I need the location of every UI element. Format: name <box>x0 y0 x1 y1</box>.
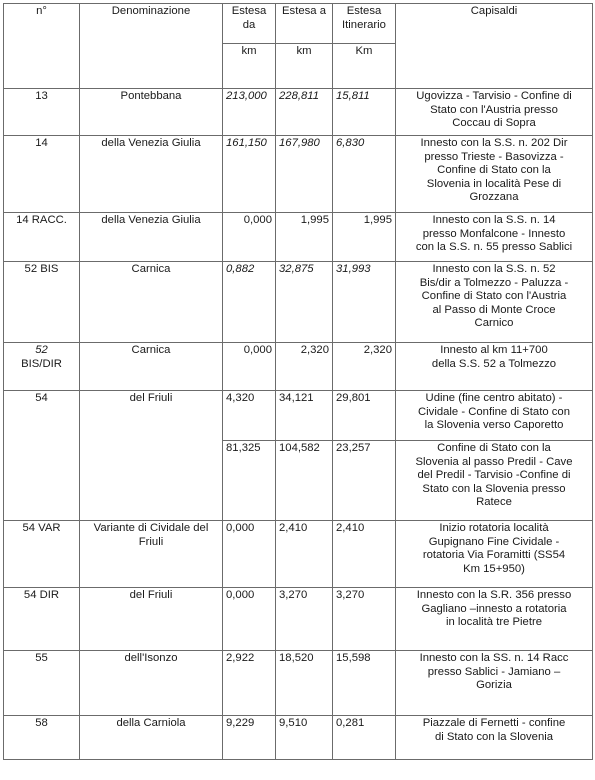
road-number: 14 <box>4 136 80 213</box>
capisaldi-line: Carnico <box>474 317 514 330</box>
capisaldi <box>396 89 593 136</box>
capisaldi-line: Udine (fine centro abitato) - <box>425 392 563 404</box>
capisaldi <box>396 441 593 521</box>
estesa-itinerario: 6,830 <box>333 136 396 213</box>
capisaldi-line: la Slovenia verso Caporetto <box>424 419 564 432</box>
capisaldi-line: con la S.S. n. 55 presso Sablici <box>415 241 573 254</box>
estesa-a: 2,320 <box>276 343 333 391</box>
header-row <box>4 4 593 44</box>
capisaldi <box>396 391 593 441</box>
header-estesa-da <box>223 4 276 44</box>
road-number: 55 <box>4 651 80 716</box>
capisaldi-line: Innesto al km 11+700 <box>440 344 548 356</box>
estesa-itinerario: 2,320 <box>333 343 396 391</box>
capisaldi-line: della S.S. 52 a Tolmezzo <box>431 357 557 370</box>
estesa-itinerario: 15,598 <box>333 651 396 716</box>
estesa-da: 0,000 <box>223 588 276 651</box>
estesa-itinerario: 15,811 <box>333 89 396 136</box>
capisaldi-line: Innesto con la S.S. n. 52 <box>432 263 556 275</box>
estesa-a: 32,875 <box>276 262 333 343</box>
estesa-itinerario: 29,801 <box>333 391 396 441</box>
estesa-a: 18,520 <box>276 651 333 716</box>
estesa-a: 167,980 <box>276 136 333 213</box>
capisaldi <box>396 521 593 588</box>
road-number: 13 <box>4 89 80 136</box>
capisaldi-line: di Stato con la Slovenia <box>434 730 554 743</box>
capisaldi-line: Innesto con la S.S. n. 14 <box>432 214 556 226</box>
estesa-a: 34,121 <box>276 391 333 441</box>
road-name: Pontebbana <box>80 89 223 136</box>
road-name: Carnica <box>80 343 223 391</box>
unit-a: km <box>276 44 333 89</box>
capisaldi-line: presso Monfalcone - Innesto <box>422 227 566 240</box>
capisaldi-line: Confine di Stato con l'Austria <box>421 290 567 303</box>
header-estesa-itinerario-line: Estesa <box>346 5 382 17</box>
estesa-da: 0,000 <box>223 213 276 262</box>
capisaldi-line: Coccau di Sopra <box>452 117 536 130</box>
road-name: della Carniola <box>80 716 223 760</box>
capisaldi-line: Ugovizza - Tarvisio - Confine di <box>416 90 572 102</box>
estesa-itinerario: 0,281 <box>333 716 396 760</box>
road-number-line: 52 <box>35 344 48 356</box>
road-number: 14 RACC. <box>4 213 80 262</box>
estesa-a: 9,510 <box>276 716 333 760</box>
capisaldi-line: Stato con l'Austria presso <box>430 103 558 116</box>
table-row <box>4 343 593 391</box>
capisaldi <box>396 213 593 262</box>
capisaldi-line: Innesto con la S.R. 356 presso <box>416 589 572 601</box>
capisaldi-line: presso Trieste - Basovizza - <box>424 150 564 163</box>
road-name: del Friuli <box>80 391 223 521</box>
road-name: del Friuli <box>80 588 223 651</box>
capisaldi <box>396 588 593 651</box>
capisaldi-line: del Predil - Tarvisio -Confine di <box>417 469 571 482</box>
estesa-da: 0,882 <box>223 262 276 343</box>
table-row <box>4 136 593 213</box>
capisaldi <box>396 716 593 760</box>
road-number: 54 VAR <box>4 521 80 588</box>
unit-da: km <box>223 44 276 89</box>
capisaldi-line: Confine di Stato con la <box>437 442 551 454</box>
road-name: della Venezia Giulia <box>80 136 223 213</box>
header-estesa-da-line: Estesa <box>231 5 267 17</box>
road-name <box>80 521 223 588</box>
road-number: 54 <box>4 391 80 521</box>
table-row <box>4 651 593 716</box>
header-capisaldi: Capisaldi <box>396 4 593 89</box>
estesa-a: 228,811 <box>276 89 333 136</box>
estesa-da: 0,000 <box>223 343 276 391</box>
header-estesa-a: Estesa a <box>276 4 333 44</box>
table-row <box>4 521 593 588</box>
road-number: 54 DIR <box>4 588 80 651</box>
table-row <box>4 213 593 262</box>
road-name: della Venezia Giulia <box>80 213 223 262</box>
road-name: dell'Isonzo <box>80 651 223 716</box>
table-row <box>4 89 593 136</box>
table-row <box>4 391 593 441</box>
capisaldi-line: Innesto con la SS. n. 14 Racc <box>419 652 569 664</box>
header-denominazione: Denominazione <box>80 4 223 89</box>
roads-table <box>3 3 593 760</box>
road-number: 58 <box>4 716 80 760</box>
estesa-da: 9,229 <box>223 716 276 760</box>
capisaldi <box>396 136 593 213</box>
unit-itinerario: Km <box>333 44 396 89</box>
header-n: n° <box>4 4 80 89</box>
capisaldi-line: Inizio rotatoria località <box>439 522 549 534</box>
header-estesa-itinerario-line: Itinerario <box>342 18 386 31</box>
capisaldi-line: Km 15+950) <box>463 562 525 575</box>
estesa-a: 104,582 <box>276 441 333 521</box>
capisaldi-line: Piazzale di Fernetti - confine <box>422 717 566 729</box>
estesa-da: 2,922 <box>223 651 276 716</box>
estesa-itinerario: 23,257 <box>333 441 396 521</box>
table-row <box>4 588 593 651</box>
capisaldi-line: Gorizia <box>476 679 512 692</box>
capisaldi-line: presso Sablici - Jamiano – <box>427 665 561 678</box>
road-number: 52 BIS <box>4 262 80 343</box>
road-number-line: BIS/DIR <box>21 357 62 370</box>
capisaldi-line: Innesto con la S.S. n. 202 Dir <box>420 137 568 149</box>
capisaldi-line: Slovenia in località Pese di <box>426 177 562 190</box>
estesa-a: 3,270 <box>276 588 333 651</box>
capisaldi-line: Gupignano Fine Cividale - <box>428 535 560 548</box>
estesa-itinerario: 31,993 <box>333 262 396 343</box>
estesa-itinerario: 1,995 <box>333 213 396 262</box>
estesa-da: 213,000 <box>223 89 276 136</box>
estesa-da: 0,000 <box>223 521 276 588</box>
capisaldi <box>396 343 593 391</box>
capisaldi-line: Slovenia al passo Predil - Cave <box>415 455 573 468</box>
header-estesa-itinerario <box>333 4 396 44</box>
estesa-itinerario: 3,270 <box>333 588 396 651</box>
road-name-line: Variante di Cividale del <box>93 522 209 534</box>
table-row <box>4 716 593 760</box>
road-number <box>4 343 80 391</box>
capisaldi-line: rotatoria Via Foramitti (SS54 <box>422 549 566 562</box>
capisaldi-line: Gagliano –innesto a rotatoria <box>421 602 567 615</box>
capisaldi-line: Grozzana <box>469 191 519 204</box>
table-row <box>4 262 593 343</box>
header-estesa-da-line: da <box>242 18 256 31</box>
capisaldi-line: Cividale - Confine di Stato con <box>418 405 570 418</box>
capisaldi-line: al Passo di Monte Croce <box>432 303 556 316</box>
capisaldi <box>396 262 593 343</box>
capisaldi-line: Bis/dir a Tolmezzo - Paluzza - <box>419 276 569 289</box>
capisaldi-line: in località tre Pietre <box>445 616 543 629</box>
estesa-itinerario: 2,410 <box>333 521 396 588</box>
road-name-line: Friuli <box>138 535 164 548</box>
capisaldi-line: Ratece <box>476 496 512 509</box>
capisaldi <box>396 651 593 716</box>
estesa-a: 2,410 <box>276 521 333 588</box>
estesa-da: 81,325 <box>223 441 276 521</box>
estesa-da: 161,150 <box>223 136 276 213</box>
road-name: Carnica <box>80 262 223 343</box>
estesa-a: 1,995 <box>276 213 333 262</box>
capisaldi-line: Stato con la Slovenia presso <box>422 482 566 495</box>
capisaldi-line: Confine di Stato con la <box>437 164 551 177</box>
estesa-da: 4,320 <box>223 391 276 441</box>
